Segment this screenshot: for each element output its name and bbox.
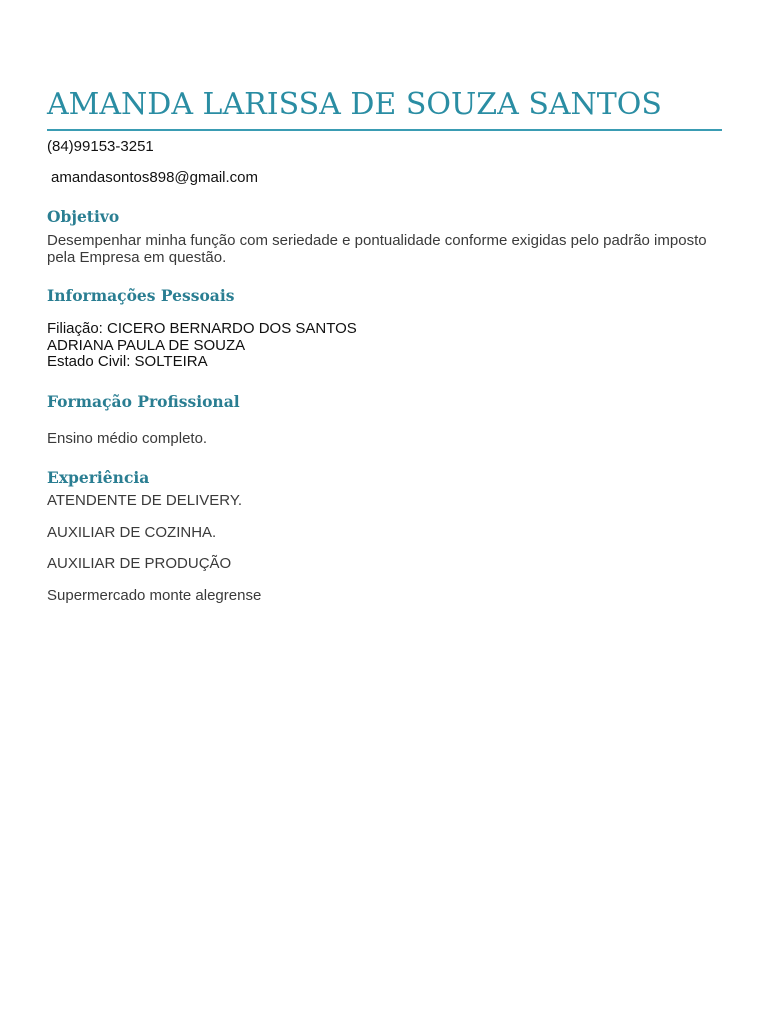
experience-item: Supermercado monte alegrense <box>47 587 262 604</box>
info-line-mother: ADRIANA PAULA DE SOUZA <box>47 336 246 354</box>
email-address: amandasontos898@gmail.com <box>51 169 259 186</box>
experience-item: AUXILIAR DE PRODUÇÃO <box>47 555 232 572</box>
section-heading-experiencia: Experiência <box>47 468 150 487</box>
formacao-text: Ensino médio completo. <box>47 430 208 447</box>
section-heading-formacao: Formação Profissional <box>47 392 240 411</box>
phone-number: (84)99153-3251 <box>47 138 154 155</box>
experience-item: AUXILIAR DE COZINHA. <box>47 524 217 541</box>
info-line-filiacao: Filiação: CICERO BERNARDO DOS SANTOS <box>47 320 357 337</box>
info-line-estado-civil: Estado Civil: SOLTEIRA <box>47 353 208 370</box>
experience-item: ATENDENTE DE DELIVERY. <box>47 492 243 509</box>
section-heading-objetivo: Objetivo <box>47 207 120 226</box>
section-heading-informacoes: Informações Pessoais <box>47 286 235 305</box>
name-divider <box>47 129 722 131</box>
objetivo-text: Desempenhar minha função com seriedade e pontualidade conforme exigidas pelo padrão imposto pela Empresa em questão. <box>47 232 707 266</box>
informacoes-block <box>47 321 357 371</box>
candidate-name: AMANDA LARISSA DE SOUZA SANTOS <box>47 87 662 122</box>
